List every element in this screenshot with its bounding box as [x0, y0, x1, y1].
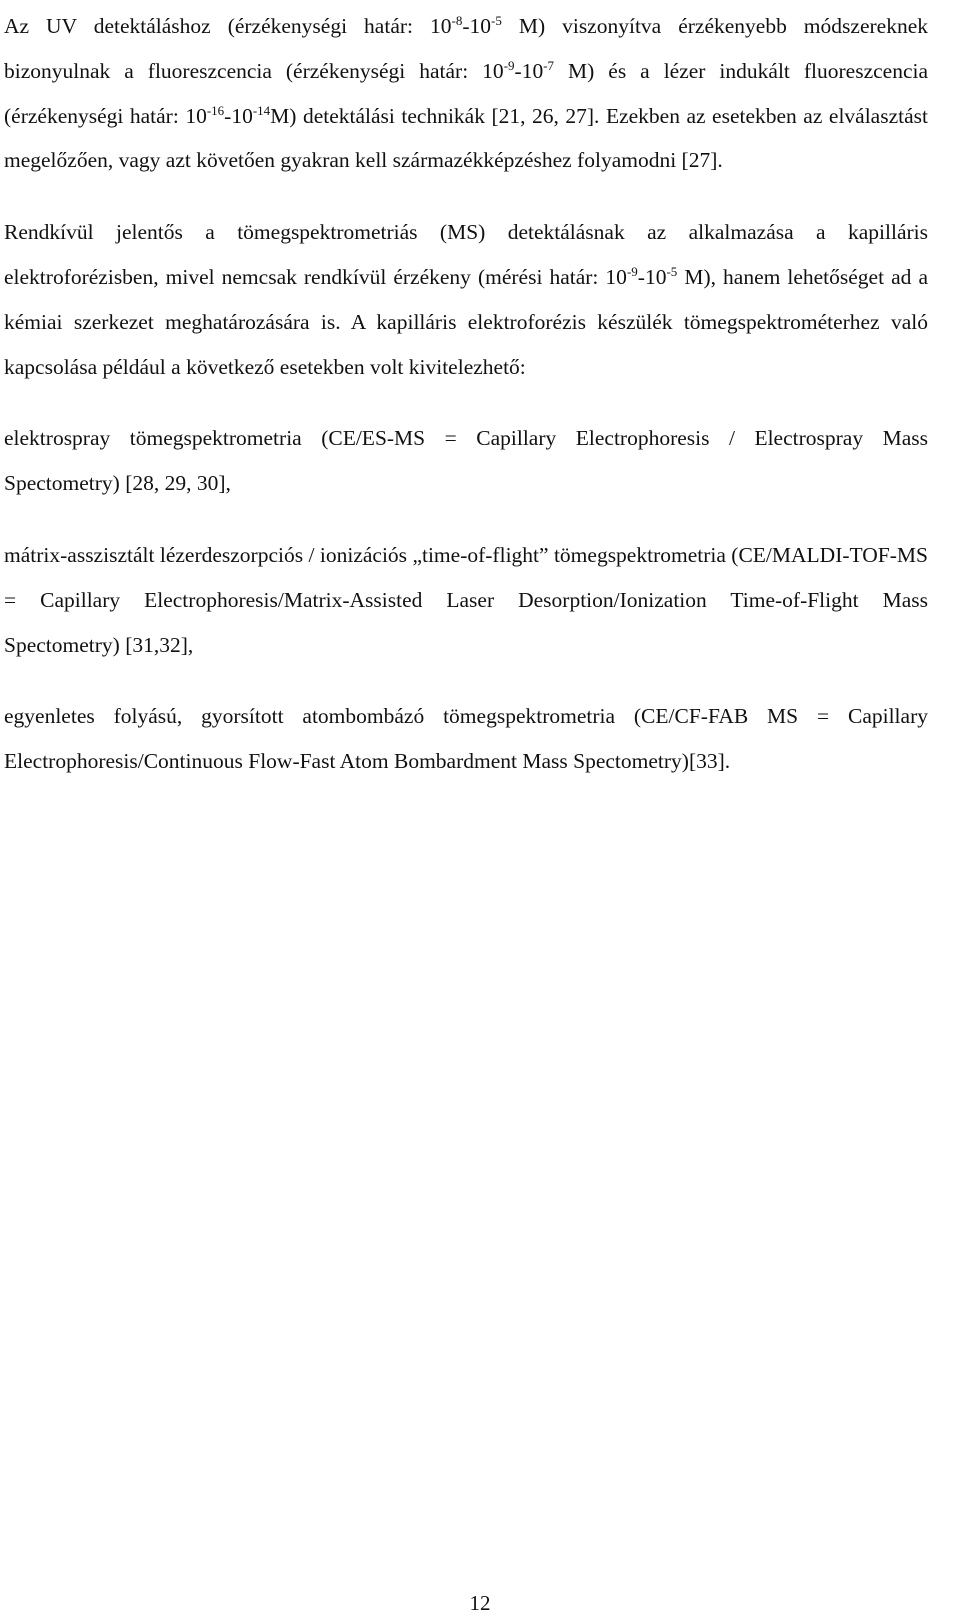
exponent: -5: [666, 263, 678, 279]
exponent: -9: [503, 57, 515, 73]
list-item-ce-cf-fab-ms: [4, 694, 928, 784]
text-run: M) és a lézer indukált fluoreszcencia (érzékenységi határ: 10: [4, 58, 929, 128]
exponent: -7: [543, 57, 555, 73]
text-run: elektrospray tömegspektrometria (CE/ES-MS = Capillary Electrophoresis / Electrospray Mass Spectometry) [28, 29, 30],: [4, 426, 928, 496]
text-run: M), hanem lehetőséget ad a kémiai szerkezet meghatározására is. A kapilláris elektroforézis készülék tömegspektrométerhez való kapcsolása például a következő esetekben volt kivitelezhető:: [4, 264, 928, 379]
list-item-ce-es-ms: [4, 416, 928, 506]
exponent: -16: [206, 102, 225, 118]
page-number: 12: [469, 1591, 491, 1615]
exponent: -14: [252, 102, 271, 118]
text-run: M) detektálási technikák [21, 26, 27]. Ezekben az esetekben az elválasztást megelőzően, vagy azt követően gyakran kell származékképzéshez folyamodni [27].: [4, 103, 928, 173]
exponent: -5: [491, 12, 502, 28]
exponent: -8: [451, 12, 463, 28]
text-run: Rendkívül jelentős a tömegspektrometriás (MS) detektálásnak az alkalmazása a kapilláris elektroforézisben, mivel nemcsak rendkívül érzékeny (mérési határ: 10: [4, 220, 928, 289]
exponent: -9: [626, 263, 638, 279]
text-run: Az UV detektáláshoz (érzékenységi határ: 10: [4, 14, 452, 38]
text-run: M) viszonyítva érzékenyebb módszereknek bizonyulnak a fluoreszcencia (érzékenységi határ: 10: [4, 14, 928, 83]
paragraph-uv-detection: [4, 4, 928, 183]
text-run: mátrix-asszisztált lézerdeszorpciós / ionizációs „time-of-flight” tömegspektrometria (CE/MALDI-TOF-MS = Capillary Electrophoresis/Matrix-Assisted Laser Desorption/Ionization Time-of-Flight Mass Spectometry) [31,32],: [4, 542, 928, 657]
text-run: -10: [462, 14, 491, 38]
text-run: -10: [514, 58, 544, 83]
list-item-ce-maldi-tof-ms: [4, 533, 928, 667]
document-body: [4, 4, 928, 784]
paragraph-mass-spectrometry: [4, 210, 928, 389]
text-run: egyenletes folyású, gyorsított atombombázó tömegspektrometria (CE/CF-FAB MS = Capillary Electrophoresis/Continuous Flow-Fast Atom Bombardment Mass Spectometry)[33].: [4, 704, 928, 774]
text-run: -10: [637, 264, 667, 289]
text-run: -10: [224, 103, 253, 128]
